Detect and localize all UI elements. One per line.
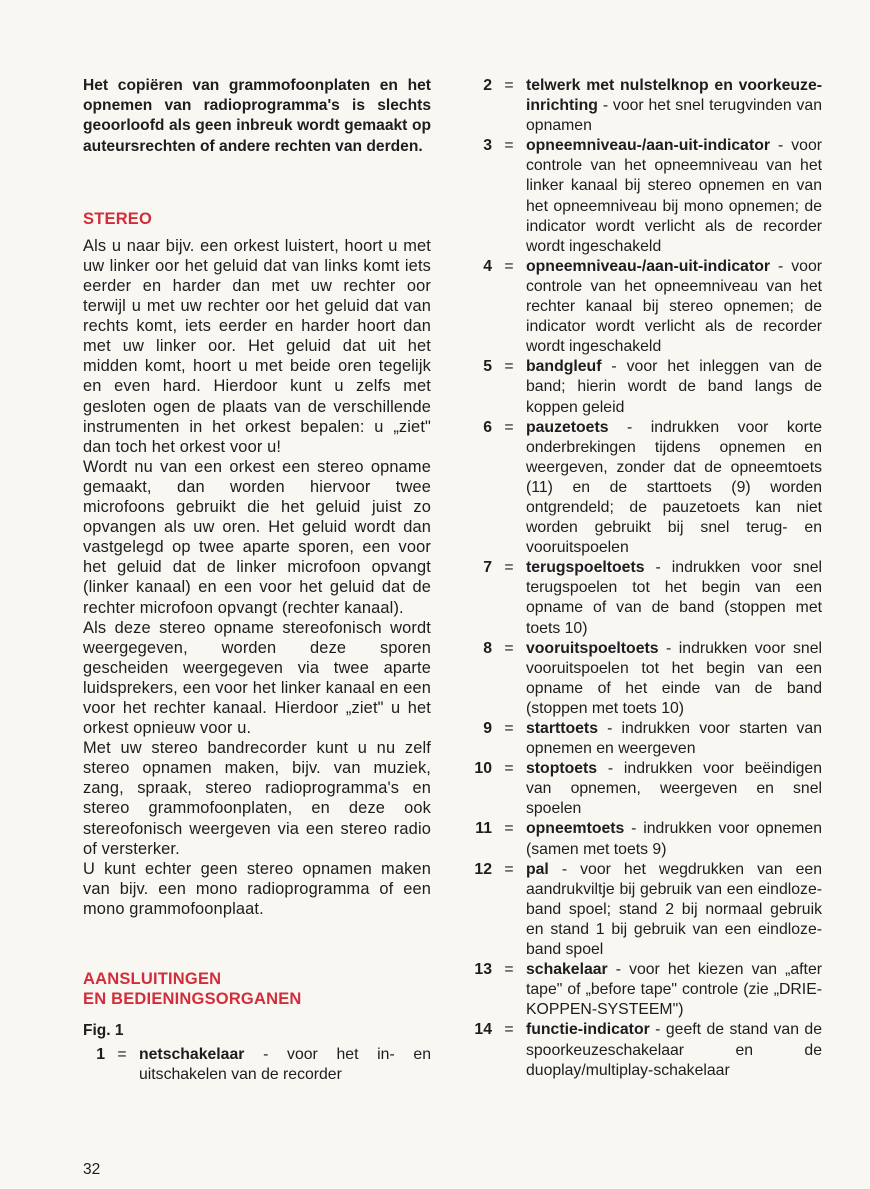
item-description	[526, 558, 822, 638]
control-item	[470, 819, 822, 859]
control-item	[83, 1045, 431, 1085]
equals-sign: =	[504, 559, 514, 577]
item-term: starttoets	[526, 720, 598, 737]
equals-sign: =	[504, 257, 514, 275]
item-text: - indrukken voor beëindigen van opnemen, weergeven en snel spoelen	[526, 760, 822, 818]
item-number: 12	[474, 860, 492, 878]
item-number: 11	[475, 820, 492, 838]
figure-label: Fig. 1	[83, 1022, 124, 1039]
item-description	[526, 719, 822, 759]
item-term: schakelaar	[526, 961, 608, 979]
item-text: - indrukken voor snel vooruitspoelen tot het begin van een opname of het einde van de band (stoppen met toets 10)	[526, 639, 822, 717]
item-term: pal	[526, 860, 549, 878]
control-item	[470, 558, 822, 638]
controls-heading	[83, 969, 431, 1009]
item-text: - voor het wegdrukken van een aandrukviltje bij gebruik van een eindloze-band spoel; stand 2 bij normaal gebruik en stand 1 bij gebruik van een eindloze-band spoel	[526, 860, 822, 959]
equals-sign: =	[504, 860, 514, 878]
item-term: bandgleuf	[526, 358, 602, 376]
item-number: 13	[474, 961, 492, 979]
equals-sign: =	[504, 961, 514, 979]
item-text: - indrukken voor starten van opnemen en weergeven	[526, 720, 822, 758]
control-item	[470, 719, 822, 759]
stereo-paragraph: Wordt nu van een orkest een stereo opname gemaakt, dan worden hiervoor twee microfoons gebruikt die het geluid juist zo opvangen als uw oren. Het geluid wordt dan vastgelegd op twee aparte sporen, een voor het geluid dat de linker microfoon opvangt (linker kanaal) en een voor het geluid dat de rechter microfoon opvangt (rechter kanaal).	[83, 457, 431, 617]
item-term: opneemtoets	[526, 820, 625, 838]
item-text: - voor het in- en uitschakelen van de recorder	[139, 1046, 431, 1084]
control-item	[470, 76, 822, 136]
item-text: - indrukken voor korte onderbrekingen tijdens opnemen en weergeven, zonder dat de opneemtoets (11) en de starttoets (9) worden ontgrendeld; de pauzetoets kan niet worden gebruikt bij snel terug- en vooruitspoelen	[526, 418, 822, 557]
item-description	[526, 960, 822, 1020]
item-text: - indrukken voor opnemen (samen met toets 9)	[526, 820, 822, 858]
item-text: - indrukken voor snel terugspoelen tot het begin van een opname of van de band (stoppen met toets 10)	[526, 559, 822, 637]
item-description	[526, 819, 822, 859]
stereo-heading: STEREO	[83, 209, 153, 228]
item-description	[526, 639, 822, 719]
item-text: - voor controle van het opneemniveau van het rechter kanaal bij stereo opnemen; de indicator wordt verlicht als de recorder wordt ingeschakeld	[526, 257, 822, 356]
item-number: 4	[483, 257, 492, 275]
equals-sign: =	[504, 760, 514, 778]
control-item	[470, 639, 822, 719]
control-item	[470, 1020, 822, 1080]
item-number: 10	[474, 760, 492, 778]
control-item	[470, 357, 822, 417]
item-term: telwerk met nulstelknop en voorkeuze-inrichting	[526, 77, 822, 115]
item-number: 14	[474, 1021, 492, 1039]
item-term: functie-indicator	[526, 1021, 650, 1039]
page-number: 32	[83, 1161, 101, 1178]
left-column	[83, 76, 431, 1085]
controls-heading-line1: AANSLUITINGEN	[83, 970, 222, 988]
item-text: - voor het snel terugvinden van opnamen	[526, 97, 822, 135]
control-item	[470, 418, 822, 559]
item-term: opneemniveau-/aan-uit-indicator	[526, 137, 771, 155]
item-term: vooruitspoeltoets	[526, 639, 659, 657]
item-description	[526, 257, 822, 357]
stereo-paragraph: U kunt echter geen stereo opnamen maken van bijv. een mono radioprogramma of een mono grammofoonplaat.	[83, 859, 431, 918]
controls-heading-line2: EN BEDIENINGSORGANEN	[83, 990, 302, 1008]
item-number: 9	[483, 720, 492, 737]
item-description	[139, 1045, 431, 1085]
item-text: - voor het kiezen van „after tape" of „before tape" controle (zie „DRIE-KOPPEN-SYSTEEM")	[526, 961, 822, 1019]
item-number: 5	[483, 358, 492, 376]
equals-sign: =	[504, 639, 514, 657]
equals-sign: =	[504, 358, 514, 376]
item-number: 3	[483, 137, 492, 155]
control-item	[470, 759, 822, 819]
item-term: opneemniveau-/aan-uit-indicator	[526, 257, 771, 275]
control-item	[470, 136, 822, 257]
item-term: pauzetoets	[526, 418, 609, 436]
item-description	[526, 76, 822, 136]
item-number: 7	[483, 559, 492, 577]
copyright-warning: Het copiëren van grammofoonplaten en het opnemen van radioprogramma's is slechts geoorloofd als geen inbreuk wordt gemaakt op auteursrechten of andere rechten van derden.	[83, 77, 431, 155]
equals-sign: =	[504, 1021, 514, 1039]
equals-sign: =	[504, 720, 514, 737]
item-description	[526, 1020, 822, 1080]
item-number: 2	[483, 77, 492, 94]
right-column	[470, 76, 822, 1081]
item-term: stoptoets	[526, 760, 598, 778]
item-description	[526, 860, 822, 960]
item-number: 1	[96, 1046, 105, 1063]
item-term: terugspoeltoets	[526, 559, 645, 577]
item-description	[526, 759, 822, 819]
stereo-paragraph: Als u naar bijv. een orkest luistert, hoort u met uw linker oor het geluid dat van links komt iets eerder en harder dan met uw rechter oor terwijl u met uw rechter oor het geluid dat van rechts komt, iets eerder en harder hoort dan met uw linker oor. Het geluid dat uit het midden komt, hoort u met beide oren tegelijk en even hard. Hierdoor kunt u zelfs met gesloten ogen de plaats van de verschillende instrumenten in het orkest bepalen: u „ziet" dan toch het orkest voor u!	[83, 236, 431, 456]
equals-sign: =	[504, 820, 514, 838]
item-text: - geeft de stand van de spoorkeuzeschakelaar en de duoplay/multiplay-schakelaar	[526, 1021, 822, 1079]
stereo-paragraph: Met uw stereo bandrecorder kunt u nu zelf stereo opnamen maken, bijv. van muziek, zang, spraak, stereo radioprogramma's en stereo grammofoonplaten, en deze ook stereofonisch weergeven via een stereo radio of versterker.	[83, 739, 431, 858]
equals-sign: =	[504, 77, 514, 94]
equals-sign: =	[504, 418, 514, 436]
item-term: netschakelaar	[139, 1046, 245, 1063]
item-number: 6	[483, 418, 492, 436]
equals-sign: =	[117, 1046, 127, 1063]
equals-sign: =	[504, 137, 514, 155]
control-item	[470, 960, 822, 1020]
item-text: - voor het inleggen van de band; hierin wordt de band langs de koppen geleid	[526, 358, 822, 416]
control-item	[470, 257, 822, 357]
control-item	[470, 860, 822, 960]
item-number: 8	[483, 639, 492, 657]
stereo-paragraph: Als deze stereo opname stereofonisch wordt weergegeven, worden deze sporen gescheiden weergegeven via twee aparte luidsprekers, een voor het linker kanaal en een voor het rechter kanaal. Hierdoor „ziet" u het orkest opnieuw voor u.	[83, 618, 431, 738]
item-description	[526, 418, 822, 559]
item-text: - voor controle van het opneemniveau van het linker kanaal bij stereo opnemen en van het opneemniveau bij mono opnemen; de indicator wordt verlicht als de recorder wordt ingeschakeld	[526, 137, 822, 255]
item-description	[526, 136, 822, 257]
item-description	[526, 357, 822, 417]
